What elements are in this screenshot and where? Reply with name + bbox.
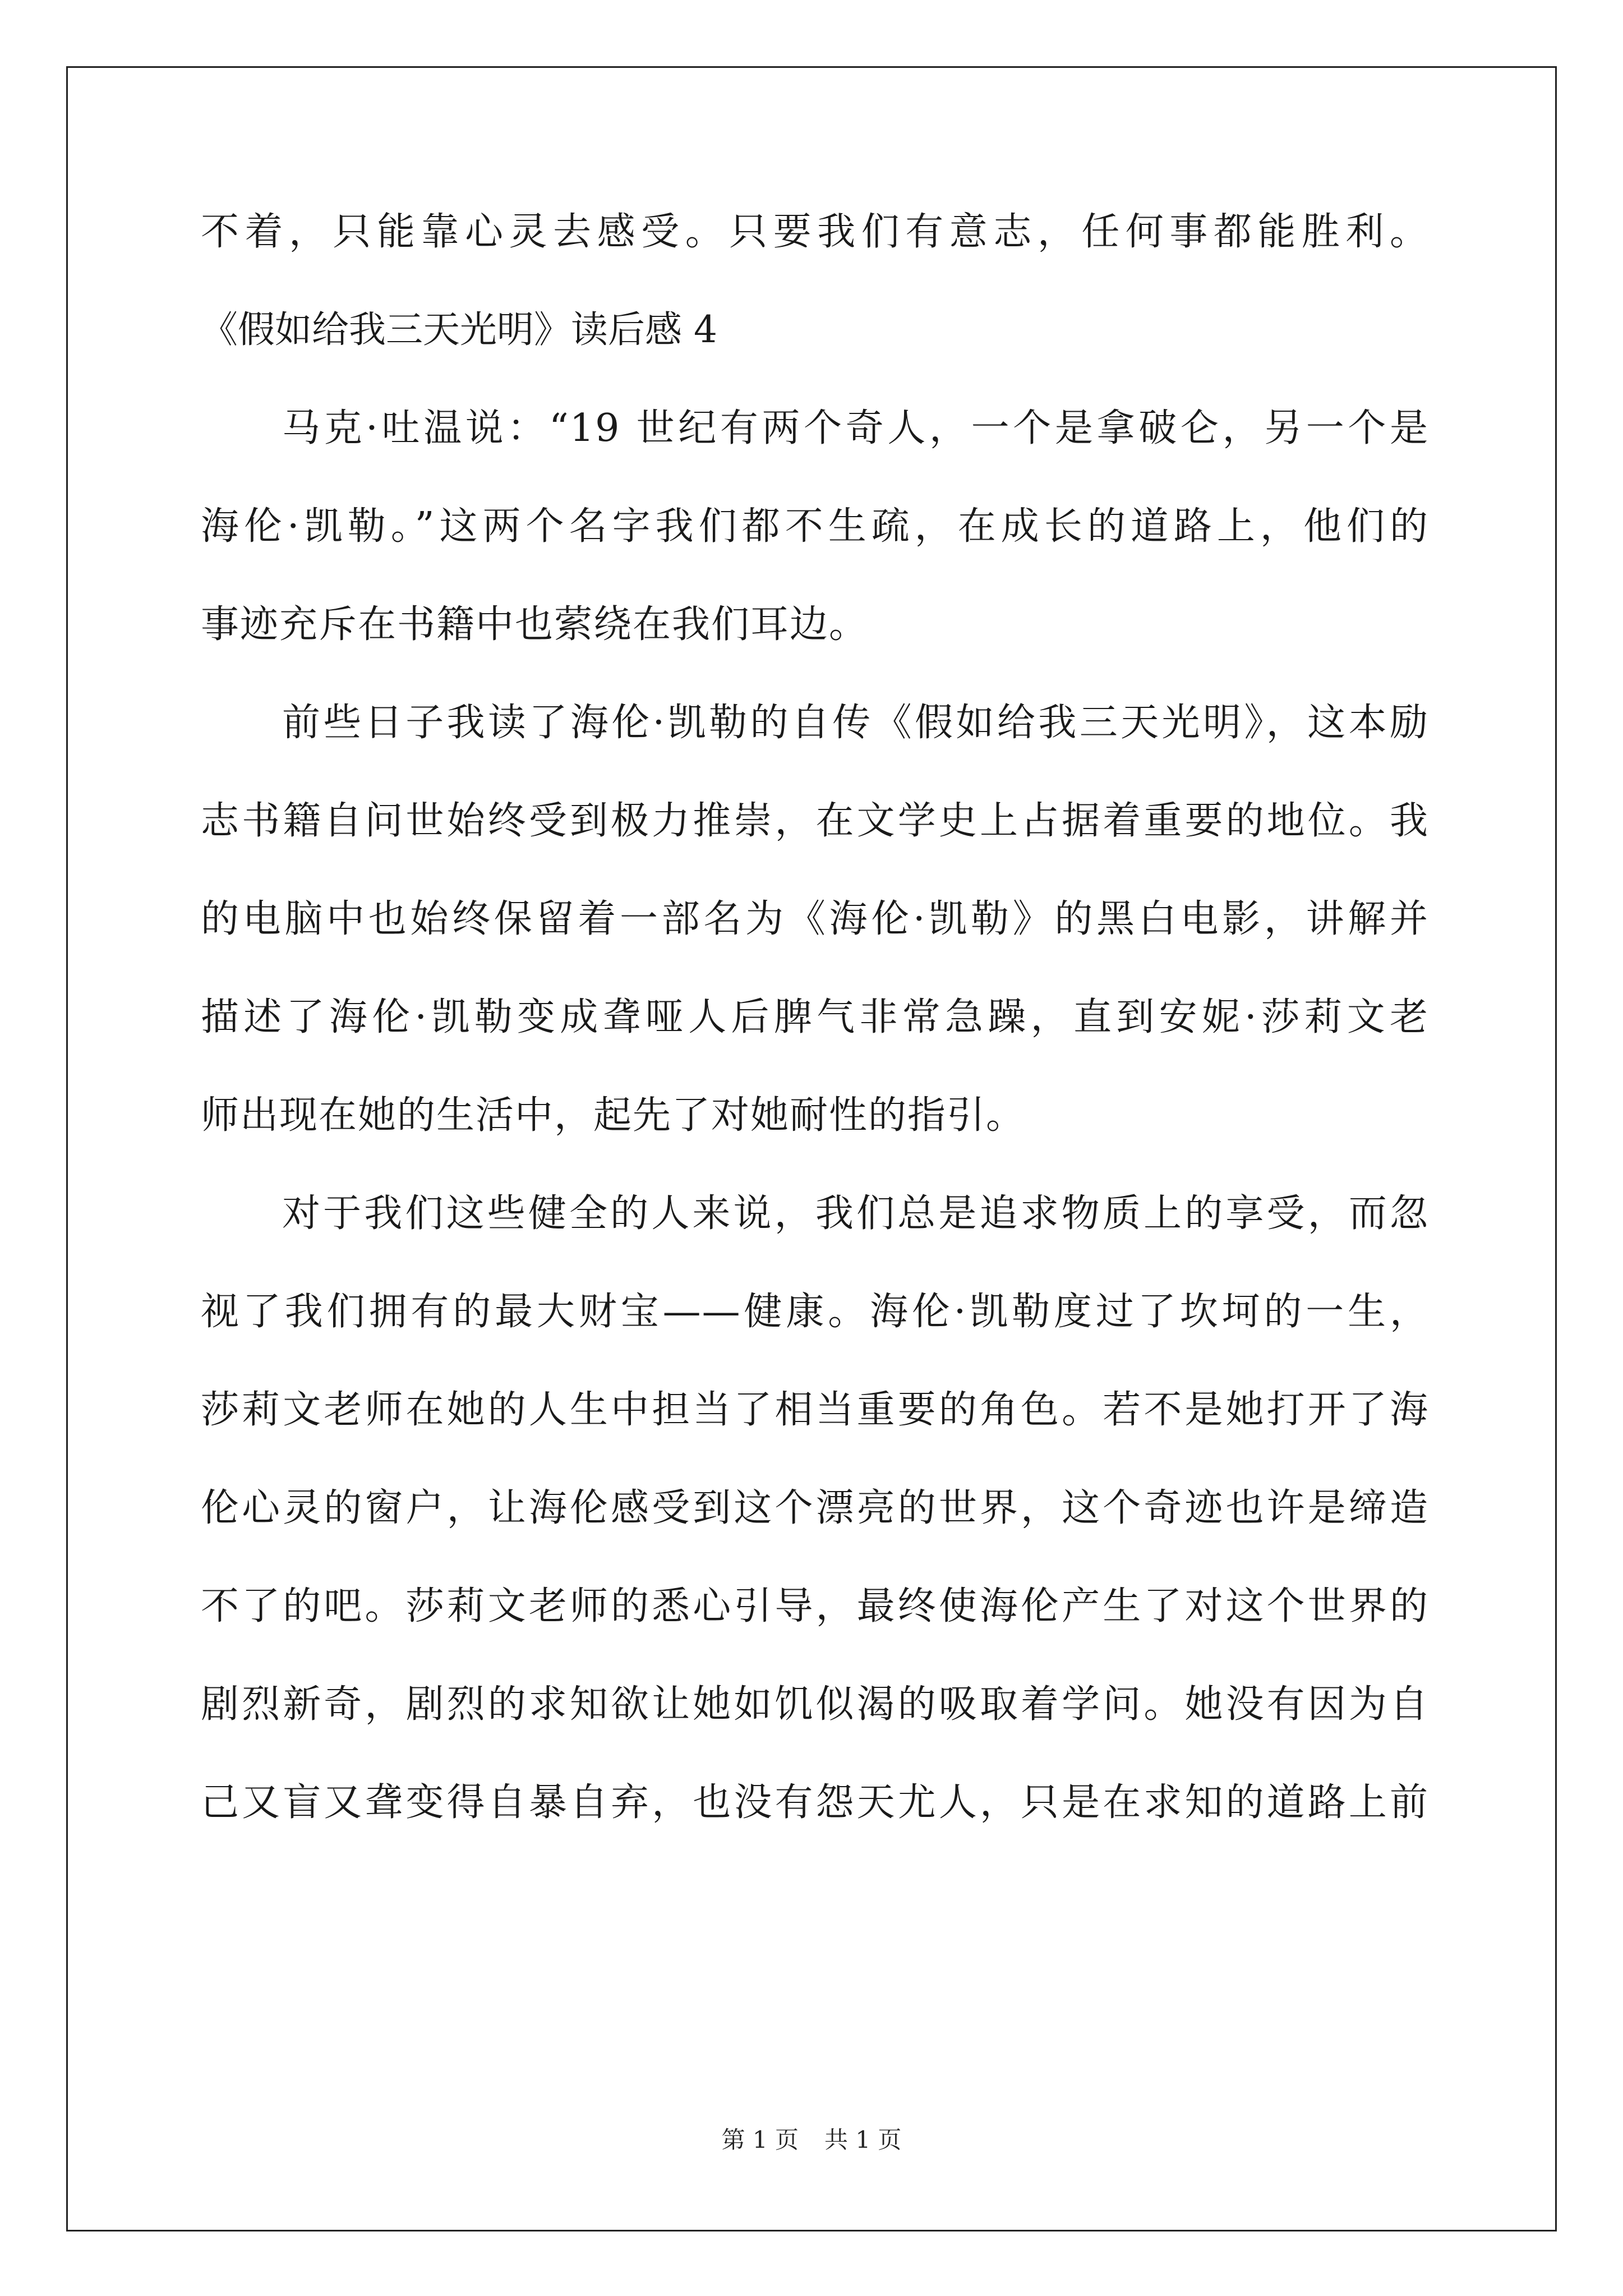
page-number: 第 1 页 — [721, 2126, 799, 2154]
body-line: 描述了海伦·凯勒变成聋哑人后脾气非常急躁，直到安妮·莎莉文老 — [201, 995, 1429, 1039]
body-line: 不着，只能靠心灵去感受。只要我们有意志，任何事都能胜利。 — [201, 210, 1429, 254]
body-line: 视了我们拥有的最大财宝——健康。海伦·凯勒度过了坎坷的一生， — [201, 1290, 1429, 1334]
paragraph-first-line: 马克·吐温说：“19 世纪有两个奇人，一个是拿破仑，另一个是 — [282, 406, 1429, 450]
document-body — [201, 210, 1429, 1882]
body-line: 师出现在她的生活中，起先了对她耐性的指引。 — [201, 1093, 1026, 1138]
page-footer — [0, 2128, 1623, 2152]
body-line: 剧烈新奇，剧烈的求知欲让她如饥似渴的吸取着学问。她没有因为自 — [201, 1682, 1429, 1727]
body-line: 的电脑中也始终保留着一部名为《海伦·凯勒》的黑白电影，讲解并 — [201, 897, 1429, 941]
body-line: 志书籍自问世始终受到极力推崇，在文学史上占据着重要的地位。我 — [201, 799, 1429, 843]
body-line: 伦心灵的窗户，让海伦感受到这个漂亮的世界，这个奇迹也许是缔造 — [201, 1486, 1429, 1530]
body-line: 事迹充斥在书籍中也萦绕在我们耳边。 — [201, 602, 869, 647]
body-line: 不了的吧。莎莉文老师的悉心引导，最终使海伦产生了对这个世界的 — [201, 1584, 1429, 1628]
section-heading: 《假如给我三天光明》读后感 4 — [201, 308, 717, 351]
paragraph-first-line: 对于我们这些健全的人来说，我们总是追求物质上的享受，而忽 — [282, 1191, 1429, 1236]
body-line: 己又盲又聋变得自暴自弃，也没有怨天尤人，只是在求知的道路上前 — [201, 1780, 1429, 1825]
paragraph-first-line: 前些日子我读了海伦·凯勒的自传《假如给我三天光明》，这本励 — [282, 701, 1429, 745]
page-total: 共 1 页 — [824, 2126, 902, 2154]
body-line: 海伦·凯勒。”这两个名字我们都不生疏，在成长的道路上，他们的 — [201, 504, 1429, 549]
body-line: 莎莉文老师在她的人生中担当了相当重要的角色。若不是她打开了海 — [201, 1388, 1429, 1432]
